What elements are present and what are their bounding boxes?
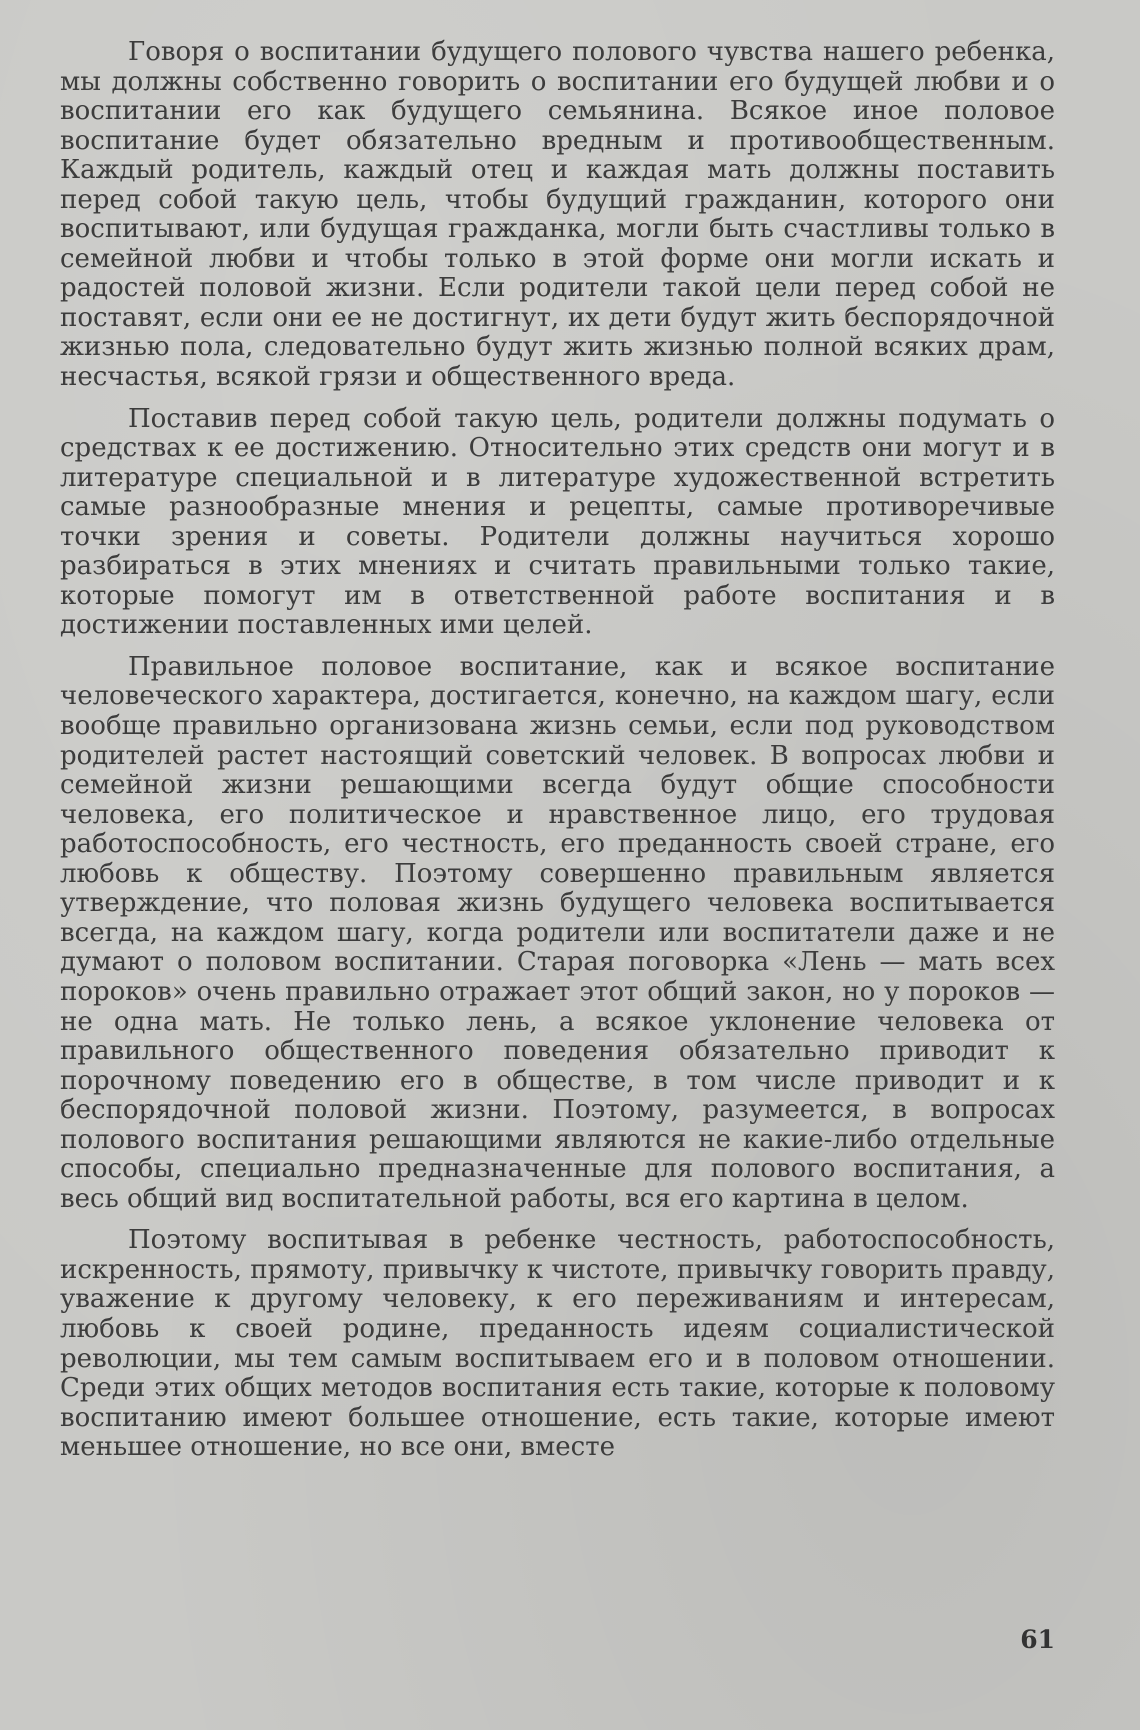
paragraph-3: Правильное половое воспитание, как и всякое воспитание человеческого характера, достигается, конечно, на каждом шагу, если вообще правильно организована жизнь семьи, если под руководством родителей растет настоящий советский человек. В вопросах любви и семейной жизни решающими всегда будут общие способности человека, его политическое и нравственное лицо, его трудовая работоспособность, его честность, его преданность своей стране, его любовь к обществу. Поэтому совершенно правильным является утверждение, что половая жизнь будущего человека воспитывается всегда, на каждом шагу, когда родители или воспитатели даже и не думают о половом воспитании. Старая поговорка «Лень — мать всех пороков» очень правильно отражает этот общий закон, но у пороков — не одна мать. Не только лень, а всякое уклонение человека от правильного общественного поведения обязательно приводит к порочному поведению его в обществе, в том числе приводит и к беспорядочной половой жизни. Поэтому, разумеется, в вопросах полового воспитания решающими являются не какие-либо отдельные способы, специально предназначенные для полового воспитания, а весь общий вид воспитательной работы, вся его картина в целом. bbox=[60, 651, 1055, 1214]
paragraph-2: Поставив перед собой такую цель, родители должны подумать о средствах к ее достижению. Относительно этих средств они могут и в литературе специальной и в литературе художественной встретить самые разнообразные мнения и рецепты, самые противоречивые точки зрения и советы. Родители должны научиться хорошо разбираться в этих мнениях и считать правильными только такие, которые помогут им в ответственной работе воспитания и в достижении поставленных ими целей. bbox=[60, 403, 1055, 641]
body-text bbox=[60, 38, 1055, 1463]
paragraph-4: Поэтому воспитывая в ребенке честность, работоспособность, искренность, прямоту, привычку к чистоте, привычку говорить правду, уважение к другому человеку, к его переживаниям и интересам, любовь к своей родине, преданность идеям социалистической революции, мы тем самым воспитываем его и в половом отношении. Среди этих общих методов воспитания есть такие, которые к половому воспитанию имеют большее отношение, есть такие, которые имеют меньшее отношение, но все они, вместе bbox=[60, 1225, 1055, 1463]
page-number: 61 bbox=[1020, 1625, 1055, 1654]
paragraph-1: Говоря о воспитании будущего полового чувства нашего ребенка, мы должны собственно говорить о воспитании его будущей любви и о воспитании его как будущего семьянина. Всякое иное половое воспитание будет обязательно вредным и противообщественным. Каждый родитель, каждый отец и каждая мать должны поставить перед собой такую цель, чтобы будущий гражданин, которого они воспитывают, или будущая гражданка, могли быть счастливы только в семейной любви и чтобы только в этой форме они могли искать и радостей половой жизни. Если родители такой цели перед собой не поставят, если они ее не достигнут, их дети будут жить беспорядочной жизнью пола, следовательно будут жить жизнью полной всяких драм, несчастья, всякой грязи и общественного вреда. bbox=[60, 37, 1055, 393]
